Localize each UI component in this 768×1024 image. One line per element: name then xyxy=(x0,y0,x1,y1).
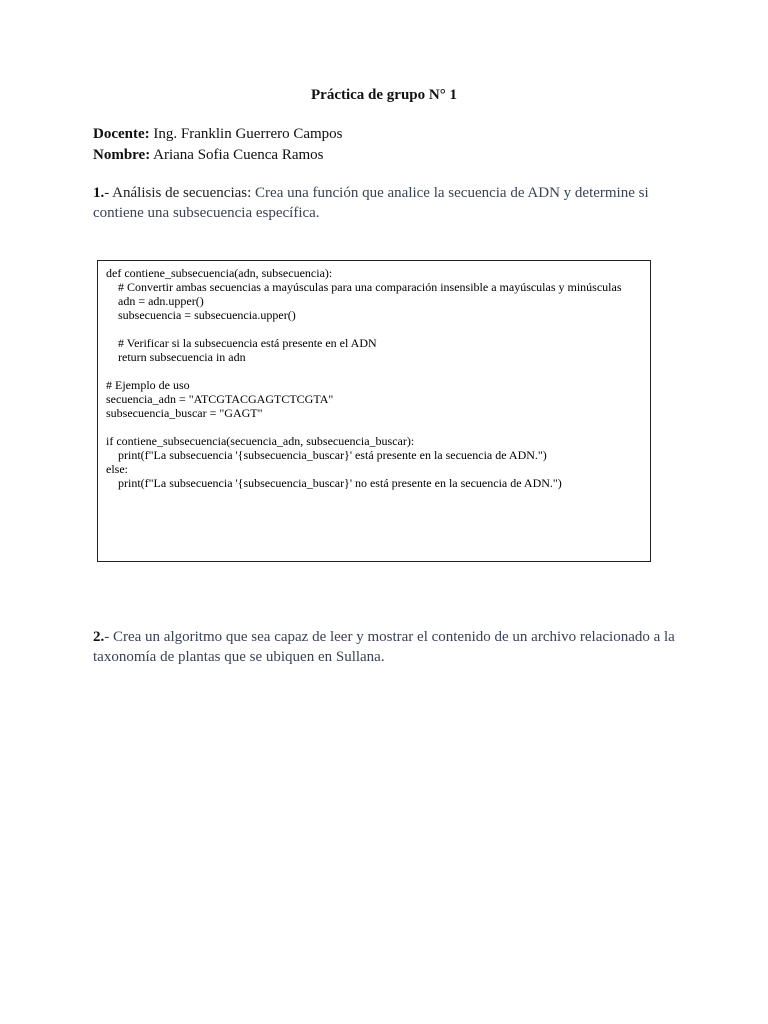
code-line: subsecuencia_buscar = "GAGT" xyxy=(106,406,263,420)
code-line: adn = adn.upper() xyxy=(106,294,204,308)
question-1-number: 1. xyxy=(93,185,105,201)
question-2-number: 2. xyxy=(93,629,105,645)
code-line: def contiene_subsecuencia(adn, subsecuencia): xyxy=(106,266,333,280)
question-2-text: - Crea un algoritmo que sea capaz de leer y mostrar el contenido de un archivo relacionado a la taxonomía de plantas que se ubiquen en Sullana. xyxy=(93,629,675,665)
code-line: print(f"La subsecuencia '{subsecuencia_buscar}' está presente en la secuencia de ADN.") xyxy=(106,448,547,462)
code-line: # Ejemplo de uso xyxy=(106,378,190,392)
question-1 xyxy=(93,183,683,223)
student-name: Ariana Sofia Cuenca Ramos xyxy=(150,147,324,163)
code-line: subsecuencia = subsecuencia.upper() xyxy=(106,308,296,322)
code-line: # Convertir ambas secuencias a mayúsculas para una comparación insensible a mayúsculas y minúsculas xyxy=(106,280,622,294)
teacher-label: Docente: xyxy=(93,126,150,142)
question-2 xyxy=(93,627,683,667)
code-line xyxy=(106,364,642,378)
code-line: # Verificar si la subsecuencia está presente en el ADN xyxy=(106,336,377,350)
code-line: if contiene_subsecuencia(secuencia_adn, subsecuencia_buscar): xyxy=(106,434,415,448)
code-line: return subsecuencia in adn xyxy=(106,350,246,364)
code-line xyxy=(106,322,642,336)
code-block xyxy=(97,260,651,562)
code-line: print(f"La subsecuencia '{subsecuencia_buscar}' no está presente en la secuencia de ADN.") xyxy=(106,476,562,490)
question-1-text: Crea una función que analice la secuencia de ADN y determine si contiene una subsecuencia específica. xyxy=(93,185,649,221)
code-line: else: xyxy=(106,462,128,476)
code-line xyxy=(106,420,642,434)
page-title: Práctica de grupo N° 1 xyxy=(311,87,457,103)
teacher-name: Ing. Franklin Guerrero Campos xyxy=(149,126,343,142)
question-1-lead: - Análisis de secuencias: xyxy=(104,185,252,201)
student-line xyxy=(93,145,324,166)
teacher-line xyxy=(93,124,343,145)
student-label: Nombre: xyxy=(93,147,151,163)
code-line: secuencia_adn = "ATCGTACGAGTCTCGTA" xyxy=(106,392,334,406)
